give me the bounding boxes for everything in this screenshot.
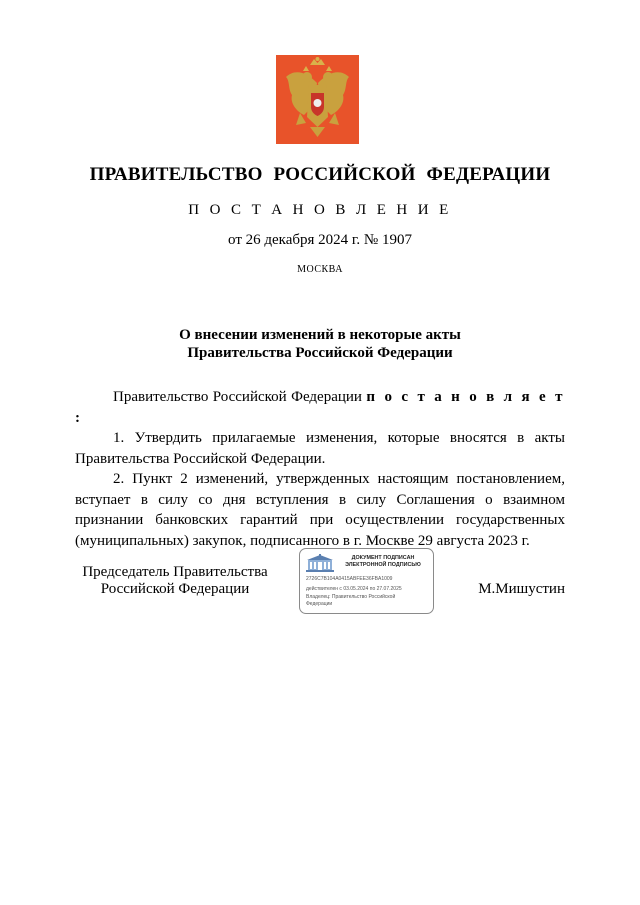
decree-verb: п о с т а н о в л я е т : xyxy=(75,389,565,426)
signer-name: М.Мишустин xyxy=(478,581,565,597)
intro-paragraph xyxy=(75,387,565,428)
subject-line-1: О внесении изменений в некоторые акты xyxy=(179,327,461,343)
point-2: 2. Пункт 2 изменений, утвержденных настоящим постановлением, вступает в силу со дня вступления в силу Соглашения о взаимном признании банковских гарантий при осуществлении государственных (муниципальных) закупок, подписанного в г. Москве 29 августа 2023 г. xyxy=(75,471,565,549)
stamp-certificate: 2726C7B104A0415ABFEE36FBA1009 xyxy=(306,576,393,582)
stamp-owner-line-1: Владелец: Правительство Российской xyxy=(306,594,396,600)
stamp-heading xyxy=(336,555,430,568)
document-city: МОСКВА xyxy=(297,264,343,275)
government-title: ПРАВИТЕЛЬСТВО РОССИЙСКОЙ ФЕДЕРАЦИИ xyxy=(89,164,551,185)
stamp-heading-line-1: ДОКУМЕНТ ПОДПИСАН xyxy=(351,555,415,561)
document-date-number: от 26 декабря 2024 г. № 1907 xyxy=(228,232,412,248)
intro-text: Правительство Российской Федерации xyxy=(113,389,367,405)
signer-position-line-1: Председатель Правительства xyxy=(82,564,268,580)
state-emblem-icon xyxy=(276,55,359,144)
stamp-heading-line-2: ЭЛЕКТРОННОЙ ПОДПИСЬЮ xyxy=(345,561,421,568)
document-subject xyxy=(0,326,640,362)
document-body xyxy=(75,387,565,551)
signer-position xyxy=(75,564,275,598)
document-type: П О С Т А Н О В Л Е Н И Е xyxy=(188,202,452,218)
signer-position-line-2: Российской Федерации xyxy=(100,581,250,597)
subject-line-2: Правительства Российской Федерации xyxy=(187,345,453,361)
stamp-validity: действителен с 03.05.2024 по 27.07.2025 xyxy=(306,586,402,592)
government-building-icon xyxy=(306,554,334,572)
point-1: 1. Утвердить прилагаемые изменения, которые вносятся в акты Правительства Российской Федерации. xyxy=(75,430,565,467)
stamp-owner-line-2: Федерации xyxy=(306,601,333,607)
electronic-signature-stamp xyxy=(299,548,434,614)
